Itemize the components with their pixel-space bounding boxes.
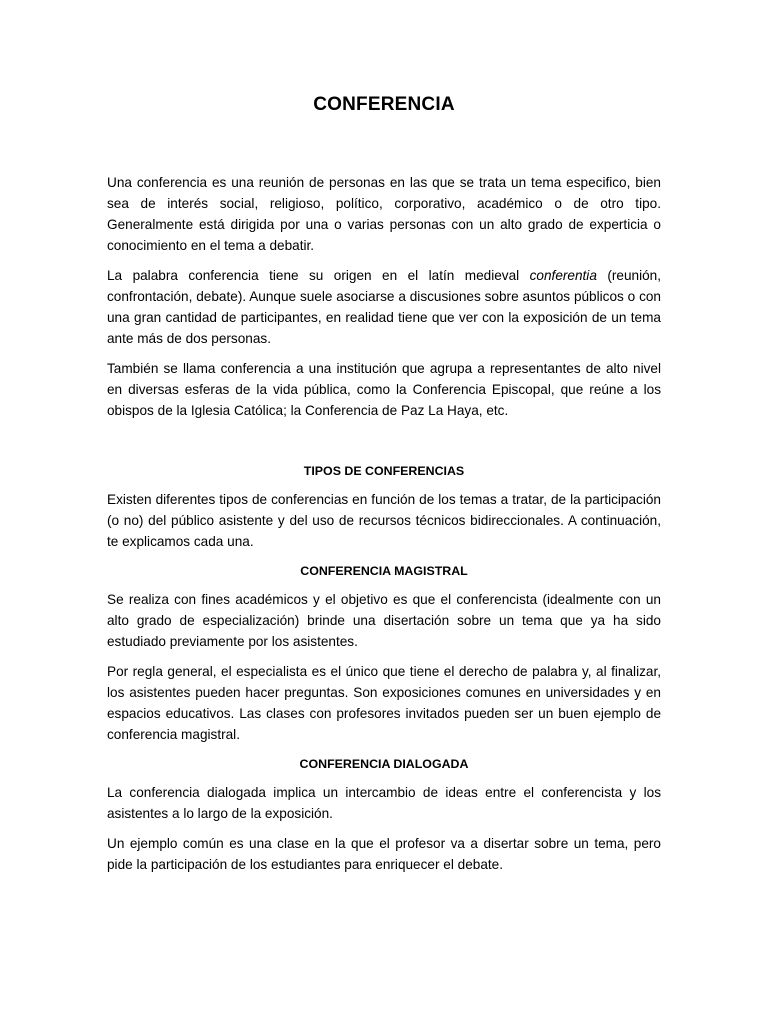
- tipos-paragraph-1: Existen diferentes tipos de conferencias en función de los temas a tratar, de la participación (o no) del público asistente y del uso de recursos técnicos bidireccionales. A continuación, te explicamos cada una.: [107, 492, 661, 549]
- intro-paragraph-3: También se llama conferencia a una institución que agrupa a representantes de alto nivel en diversas esferas de la vida pública, como la Conferencia Episcopal, que reúne a los obispos de la Iglesia Católica; la Conferencia de Paz La Haya, etc.: [107, 361, 661, 418]
- document-title: CONFERENCIA: [313, 94, 455, 115]
- section-heading-magistral: CONFERENCIA MAGISTRAL: [300, 564, 468, 578]
- latin-term: conferentia: [529, 268, 597, 283]
- intro-paragraph-1: Una conferencia es una reunión de personas en las que se trata un tema especifico, bien sea de interés social, religioso, político, corporativo, académico o de otro tipo. Generalmente está dirigida por una o varias personas con un alto grado de experticia o conocimiento en el tema a debatir.: [107, 175, 661, 253]
- section-heading-dialogada: CONFERENCIA DIALOGADA: [299, 757, 469, 771]
- section-heading-tipos: TIPOS DE CONFERENCIAS: [303, 464, 465, 478]
- dialogada-paragraph-1: La conferencia dialogada implica un intercambio de ideas entre el conferencista y los asistentes a lo largo de la exposición.: [107, 785, 661, 821]
- magistral-paragraph-1: Se realiza con fines académicos y el objetivo es que el conferencista (idealmente con un alto grado de especialización) brinde una disertación sobre un tema que ya ha sido estudiado previamente por los asistentes.: [107, 592, 661, 649]
- magistral-paragraph-2: Por regla general, el especialista es el único que tiene el derecho de palabra y, al finalizar, los asistentes pueden hacer preguntas. Son exposiciones comunes en universidades y en espacios educativos. Las clases con profesores invitados pueden ser un buen ejemplo de conferencia magistral.: [107, 664, 661, 742]
- dialogada-paragraph-2: Un ejemplo común es una clase en la que el profesor va a disertar sobre un tema, pero pide la participación de los estudiantes para enriquecer el debate.: [107, 836, 661, 872]
- intro-p2-text-after: (reunión, confrontación, debate). Aunque suele asociarse a discusiones sobre asuntos públicos o con una gran cantidad de participantes, en realidad tiene que ver con la exposición de un tema ante más de dos personas.: [107, 268, 661, 346]
- intro-paragraph-2: [107, 265, 661, 349]
- document-body: [107, 172, 661, 884]
- intro-p2-text-before: La palabra conferencia tiene su origen en el latín medieval: [107, 268, 530, 283]
